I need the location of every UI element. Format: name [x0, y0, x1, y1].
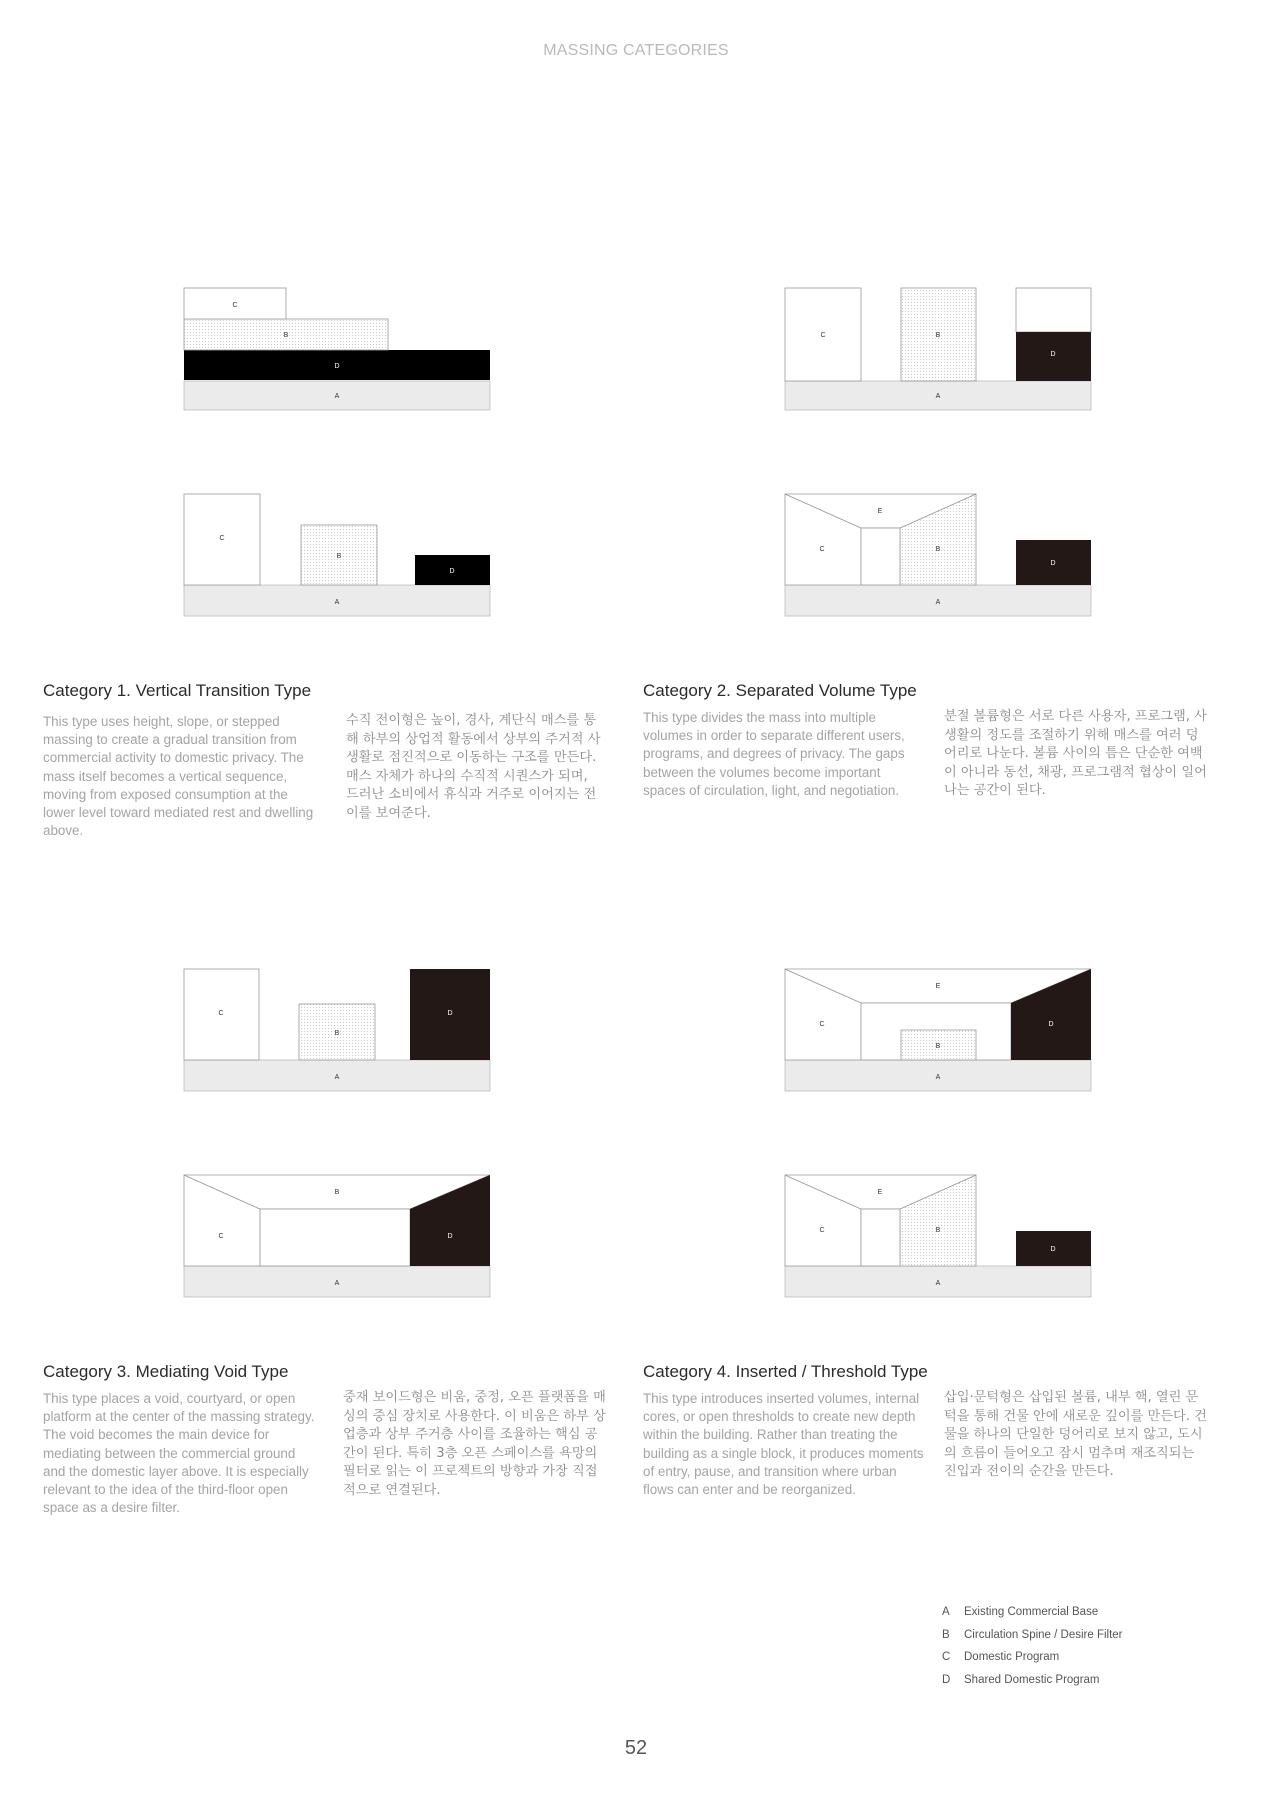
text-line: building as a single block, it produces moments [643, 1445, 924, 1461]
text-line: above. [43, 823, 84, 839]
page-header: MASSING CATEGORIES [543, 42, 729, 59]
diagram-2a [784, 286, 1094, 412]
text-line: This type divides the mass into multiple [643, 710, 876, 725]
text-line: 생활의 정도를 조절하기 위해 매스를 여러 덩 [944, 727, 1199, 743]
text-line: 의 흐름이 들어오고 잠시 멈추며 재조직되는 [944, 1445, 1195, 1461]
category-2-en-text [643, 709, 933, 800]
label-b: B [334, 1189, 340, 1196]
gap-e [861, 1209, 900, 1266]
text-line: 어리로 나눈다. 볼륨 사이의 틈은 단순한 여백 [944, 746, 1203, 762]
text-line: 턱을 통해 건물 안에 새로운 깊이를 만든다. 건 [944, 1408, 1207, 1424]
legend-text: Existing Commercial Base [964, 1606, 1099, 1618]
label-d: D [1050, 560, 1056, 567]
text-line: cores, or open thresholds to create new depth [643, 1409, 916, 1425]
text-line: This type uses height, slope, or stepped [43, 714, 280, 729]
legend-key: A [942, 1606, 950, 1618]
legend [942, 1606, 1123, 1696]
text-line: 분절 볼륨형은 서로 다른 사용자, 프로그램, 사 [944, 709, 1207, 724]
gap-e [861, 528, 900, 585]
text-line: lower level toward mediated rest and dwelling [43, 805, 314, 821]
void [260, 1209, 410, 1266]
text-line: between the volumes become important [643, 764, 881, 780]
text-line: 드러난 소비에서 휴식과 거주로 이어지는 전 [346, 787, 597, 803]
text-line: 매스 자체가 하나의 수직적 시퀀스가 되며, [346, 768, 588, 784]
diagram-2b [784, 492, 1094, 618]
text-line: 업층과 상부 주거층 사이를 조율하는 핵심 공 [343, 1427, 598, 1443]
label-a: A [935, 1074, 941, 1081]
label-a: A [334, 599, 340, 606]
label-a: A [935, 1280, 941, 1287]
label-e: E [877, 508, 883, 515]
diagram-3b [183, 1173, 493, 1299]
category-3-en-text [43, 1390, 343, 1517]
category-2-title: Category 2. Separated Volume Type [643, 681, 917, 700]
block-c-top [1016, 288, 1091, 332]
text-line: 수직 전이형은 높이, 경사, 계단식 매스를 통 [346, 713, 597, 728]
diagram-3a [183, 967, 493, 1093]
label-c: C [820, 332, 826, 339]
diagram-1a [183, 286, 493, 412]
label-c: C [819, 1227, 825, 1234]
text-line: 생활로 점진적으로 이동하는 구조를 만든다. [346, 750, 597, 766]
label-c: C [819, 546, 825, 553]
legend-key: D [942, 1673, 951, 1686]
label-c: C [218, 1233, 224, 1240]
text-line: moving from exposed consumption at the [43, 786, 288, 802]
text-line: relevant to the idea of the third-floor open [43, 1482, 288, 1498]
text-line: 해 하부의 상업적 활동에서 상부의 주거적 사 [346, 731, 601, 747]
label-e: E [877, 1189, 883, 1196]
label-d: D [449, 568, 455, 575]
diagram-4a [784, 967, 1094, 1093]
text-line: 필터로 읽는 이 프로젝트의 방향과 가장 직접 [343, 1464, 598, 1480]
label-c: C [218, 1010, 224, 1017]
legend-item [942, 1606, 1123, 1629]
text-line: volumes in order to separate different users, [643, 728, 905, 744]
category-1-title: Category 1. Vertical Transition Type [43, 681, 312, 700]
text-line: mass itself becomes a vertical sequence, [43, 768, 288, 784]
text-line: 적으로 연결된다. [343, 1482, 441, 1498]
label-d: D [334, 363, 340, 370]
label-a: A [935, 393, 941, 400]
label-a: A [935, 599, 941, 606]
text-line: 삽입·문턱형은 삽입된 볼륨, 내부 핵, 열린 문 [944, 1390, 1199, 1405]
label-b: B [935, 1043, 941, 1050]
category-4-title: Category 4. Inserted / Threshold Type [643, 1362, 928, 1381]
label-d: D [1050, 351, 1056, 358]
text-line: 싱의 중심 장치로 사용한다. 이 비움은 하부 상 [343, 1408, 606, 1424]
text-line: mediating between the commercial ground [43, 1445, 296, 1461]
label-b: B [336, 553, 342, 560]
label-d: D [447, 1233, 453, 1240]
legend-key: C [942, 1651, 951, 1664]
text-line: 물을 하나의 단일한 덩어리로 보지 않고, 도시 [944, 1427, 1203, 1443]
text-line: platform at the center of the massing strategy. [43, 1409, 315, 1425]
text-line: 중재 보이드형은 비움, 중정, 오픈 플랫폼을 매 [343, 1390, 606, 1405]
text-line: 간이 된다. 특히 3층 오픈 스페이스를 욕망의 [343, 1445, 598, 1461]
label-e: E [935, 983, 941, 990]
text-line: 이를 보여준다. [346, 805, 431, 821]
label-d: D [447, 1010, 453, 1017]
text-line: flows can enter and be reorganized. [643, 1482, 856, 1498]
legend-item [942, 1651, 1123, 1674]
category-3-ko-text [343, 1389, 643, 1501]
label-a: A [334, 1280, 340, 1287]
diagram-1b [183, 492, 493, 618]
text-line: space as a desire filter. [43, 1500, 180, 1516]
category-1-ko-text [346, 712, 636, 824]
legend-text: Domestic Program [964, 1651, 1060, 1664]
text-line: 이 아니라 동선, 채광, 프로그램적 협상이 일어 [944, 764, 1207, 780]
legend-text: Circulation Spine / Desire Filter [964, 1628, 1123, 1641]
label-d: D [1048, 1021, 1054, 1028]
page-number: 52 [624, 1737, 648, 1759]
legend-key: B [942, 1628, 950, 1641]
text-line: spaces of circulation, light, and negotiation. [643, 782, 900, 798]
label-b: B [935, 332, 941, 339]
label-c: C [232, 302, 238, 309]
diagram-4b [784, 1173, 1094, 1299]
label-b: B [935, 546, 941, 553]
legend-item [942, 1629, 1123, 1652]
category-3-title: Category 3. Mediating Void Type [43, 1362, 289, 1381]
text-line: 나는 공간이 된다. [944, 783, 1046, 799]
label-b: B [334, 1030, 340, 1037]
category-4-ko-text [944, 1389, 1244, 1482]
legend-item [942, 1674, 1123, 1697]
text-line: massing to create a gradual transition from [43, 732, 297, 748]
label-a: A [334, 393, 340, 400]
text-line: The void becomes the main device for [43, 1427, 270, 1443]
text-line: This type places a void, courtyard, or open [43, 1391, 296, 1406]
legend-text: Shared Domestic Program [964, 1673, 1100, 1686]
category-4-en-text [643, 1390, 943, 1499]
text-line: commercial activity to domestic privacy. The [43, 750, 304, 766]
label-a: A [334, 1074, 340, 1081]
label-c: C [219, 535, 225, 542]
category-2-ko-text [944, 708, 1244, 801]
category-1-en-text [43, 713, 333, 840]
label-b: B [935, 1227, 941, 1234]
text-line: of entry, pause, and transition where urban [643, 1463, 897, 1479]
text-line: This type introduces inserted volumes, internal [643, 1391, 920, 1406]
text-line: within the building. Rather than treating the [643, 1427, 898, 1443]
label-d: D [1050, 1246, 1056, 1253]
label-c: C [819, 1021, 825, 1028]
text-line: and the domestic layer above. It is especially [43, 1463, 309, 1479]
label-b: B [283, 332, 289, 339]
text-line: programs, and degrees of privacy. The gaps [643, 746, 905, 762]
text-line: 진입과 전이의 순간을 만든다. [944, 1464, 1114, 1480]
